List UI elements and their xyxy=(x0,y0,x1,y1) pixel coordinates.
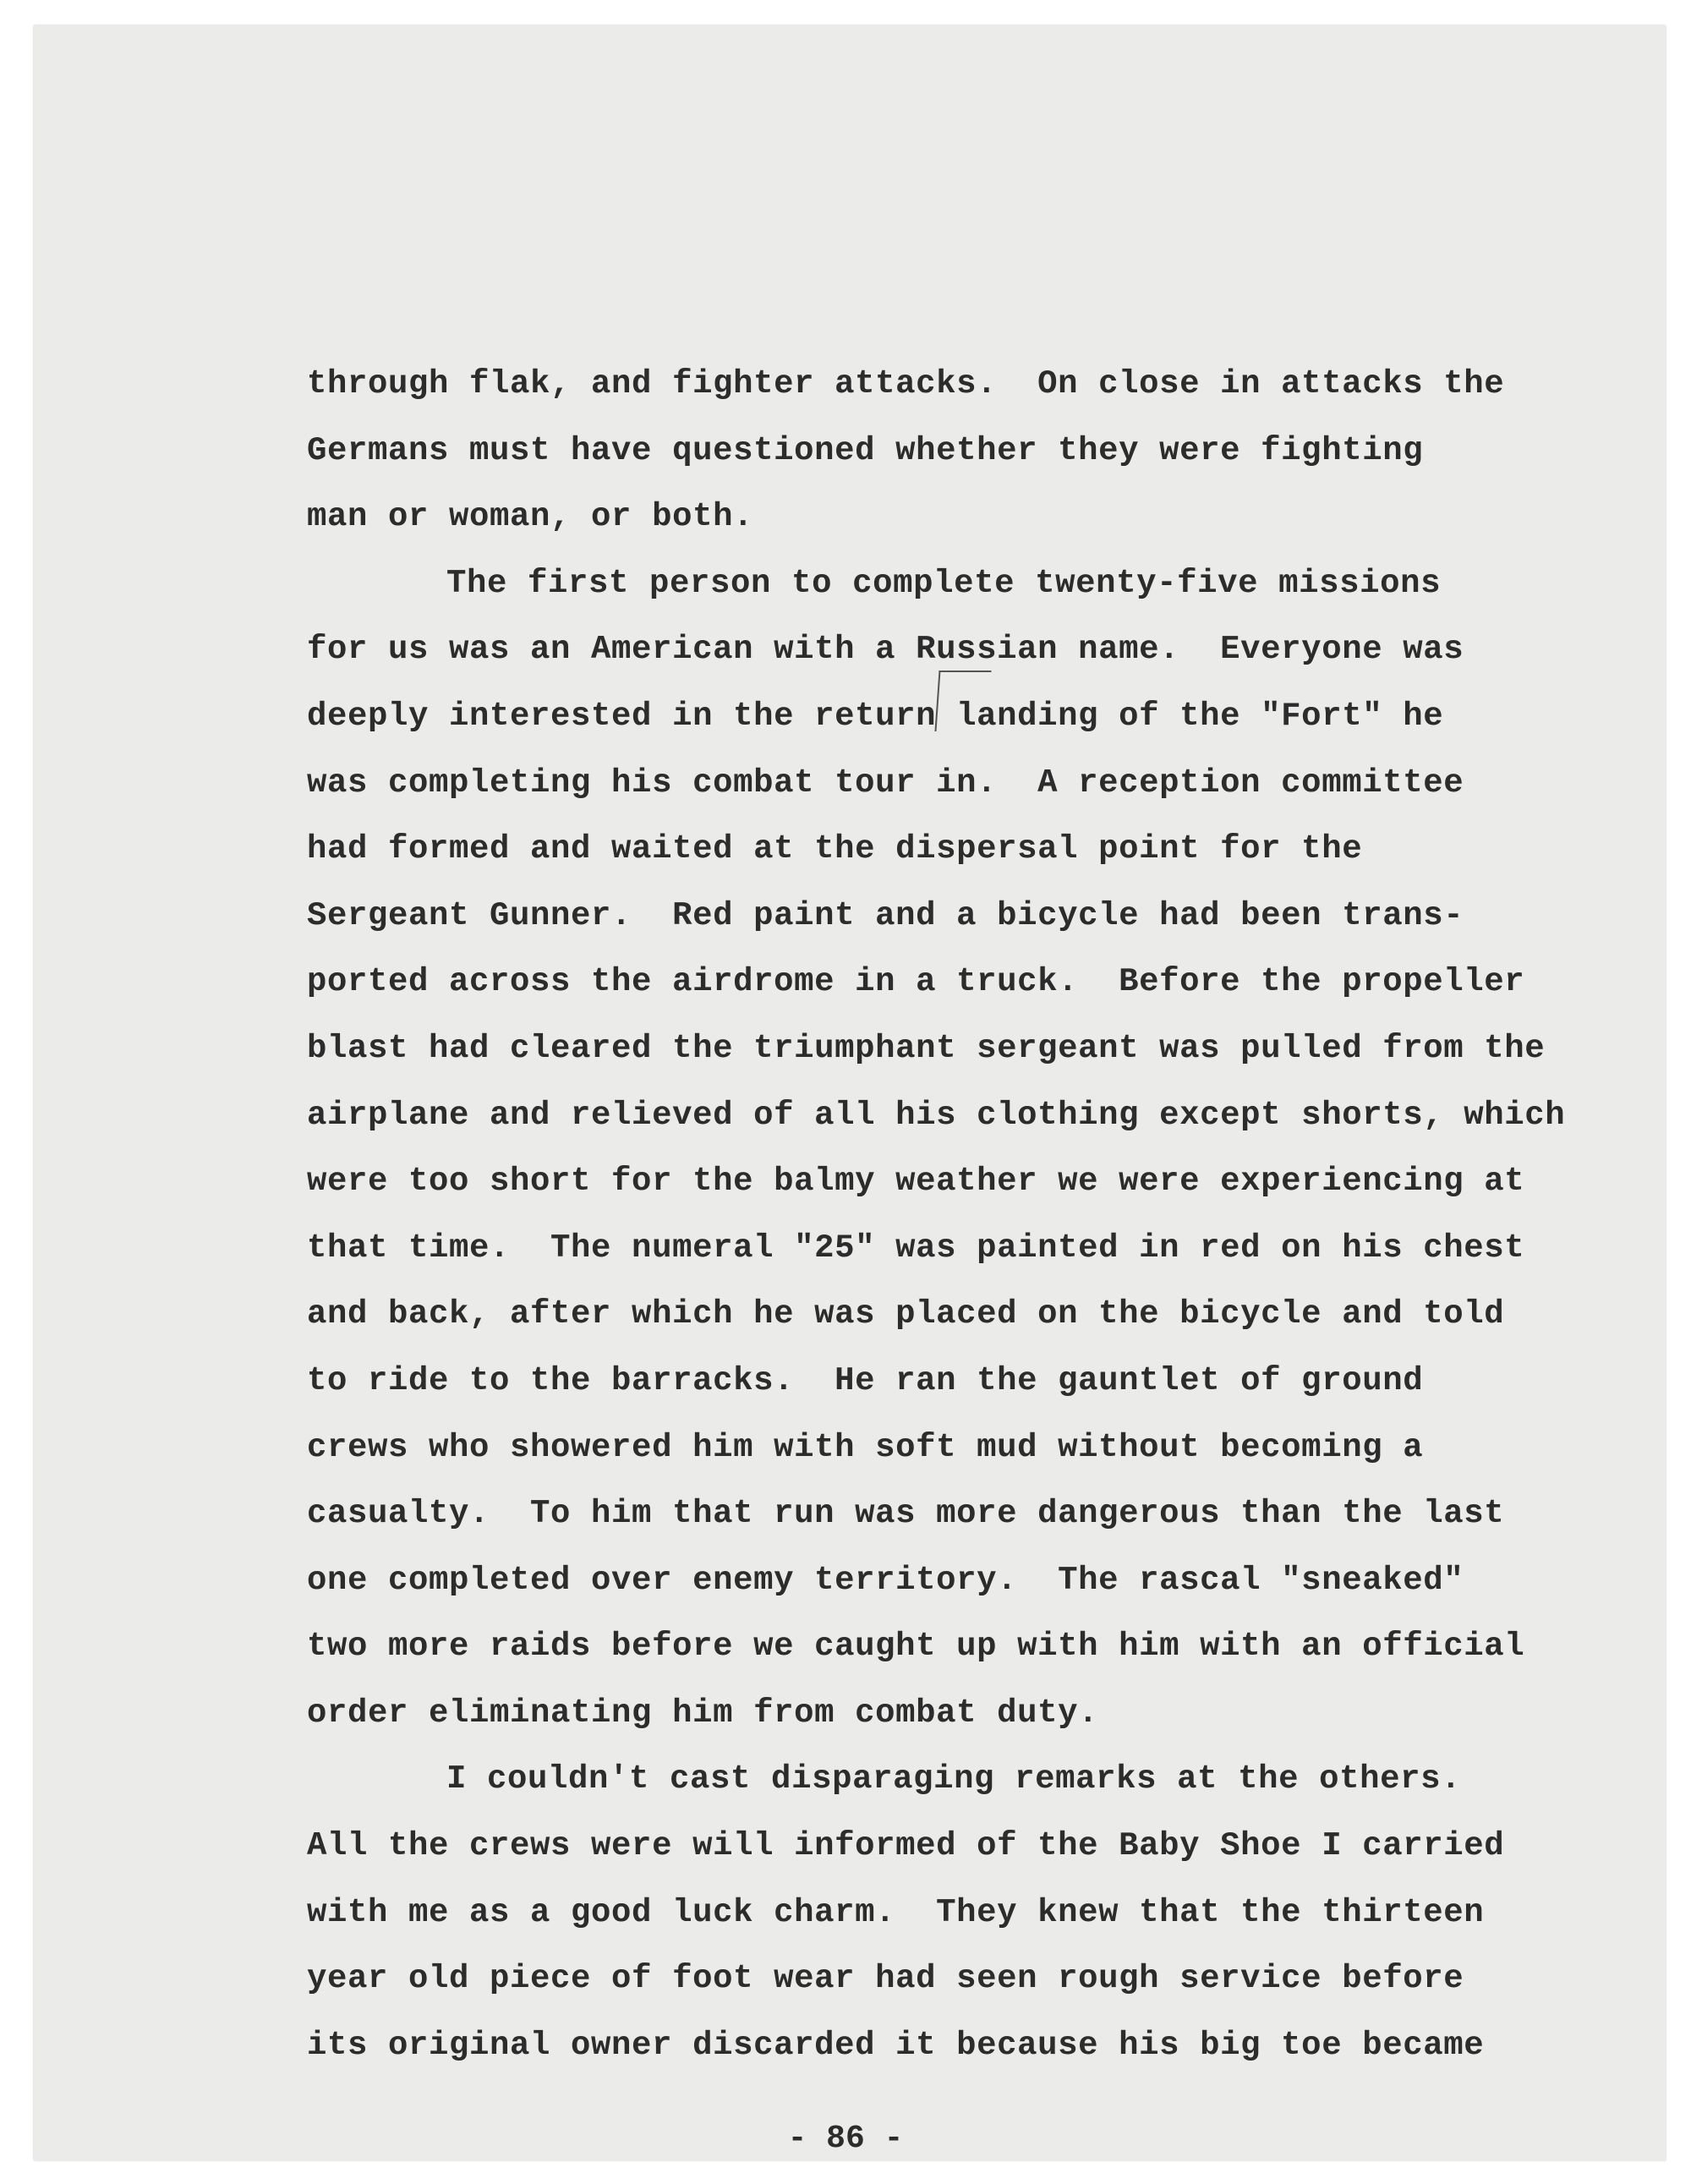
text-line: and back, after which he was placed on the bicycle and told xyxy=(307,1295,1505,1333)
text-line: was completing his combat tour in. A reception committee xyxy=(307,764,1464,802)
text-line: with me as a good luck charm. They knew that the thirteen xyxy=(307,1893,1485,1931)
text-line: blast had cleared the triumphant sergeant was pulled from the xyxy=(307,1029,1546,1067)
text-line: through flak, and fighter attacks. On close in attacks the xyxy=(307,365,1505,402)
document-body xyxy=(307,351,1584,2078)
text-line: man or woman, or both. xyxy=(307,498,754,536)
text-line: one completed over enemy territory. The rascal "sneaked" xyxy=(307,1561,1464,1599)
text-line: year old piece of foot wear had seen rough service before xyxy=(307,1960,1464,1998)
text-line: order eliminating him from combat duty. xyxy=(307,1694,1099,1732)
text-line: ported across the airdrome in a truck. Before the propeller xyxy=(307,963,1525,1001)
text-line: Germans must have questioned whether they were fighting xyxy=(307,431,1424,469)
text-line: casualty. To him that run was more dangerous than the last xyxy=(307,1495,1505,1533)
text-line: two more raids before we caught up with him with an official xyxy=(307,1628,1525,1666)
text-line: deeply interested in the return landing of the "Fort" he xyxy=(307,697,1444,735)
page-number: - 86 - xyxy=(787,2121,904,2157)
text-line: crews who showered him with soft mud without becoming a xyxy=(307,1428,1424,1466)
text-line: had formed and waited at the dispersal point for the xyxy=(307,830,1363,868)
text-line: for us was an American with a Russian name. Everyone was xyxy=(307,631,1464,669)
text-line: The first person to complete twenty-five missions xyxy=(446,564,1442,602)
text-line: its original owner discarded it because his big toe became xyxy=(307,2026,1485,2064)
text-line: All the crews were will informed of the Baby Shoe I carried xyxy=(307,1827,1505,1865)
text-line: Sergeant Gunner. Red paint and a bicycle had been trans- xyxy=(307,896,1464,934)
text-line: I couldn't cast disparaging remarks at the others. xyxy=(446,1760,1462,1798)
text-line: to ride to the barracks. He ran the gauntlet of ground xyxy=(307,1361,1424,1399)
text-line: were too short for the balmy weather we were experiencing at xyxy=(307,1163,1525,1201)
text-line: that time. The numeral "25" was painted in red on his chest xyxy=(307,1229,1525,1267)
text-line: airplane and relieved of all his clothing except shorts, which xyxy=(307,1096,1566,1134)
handwritten-correction-mark xyxy=(934,671,991,731)
